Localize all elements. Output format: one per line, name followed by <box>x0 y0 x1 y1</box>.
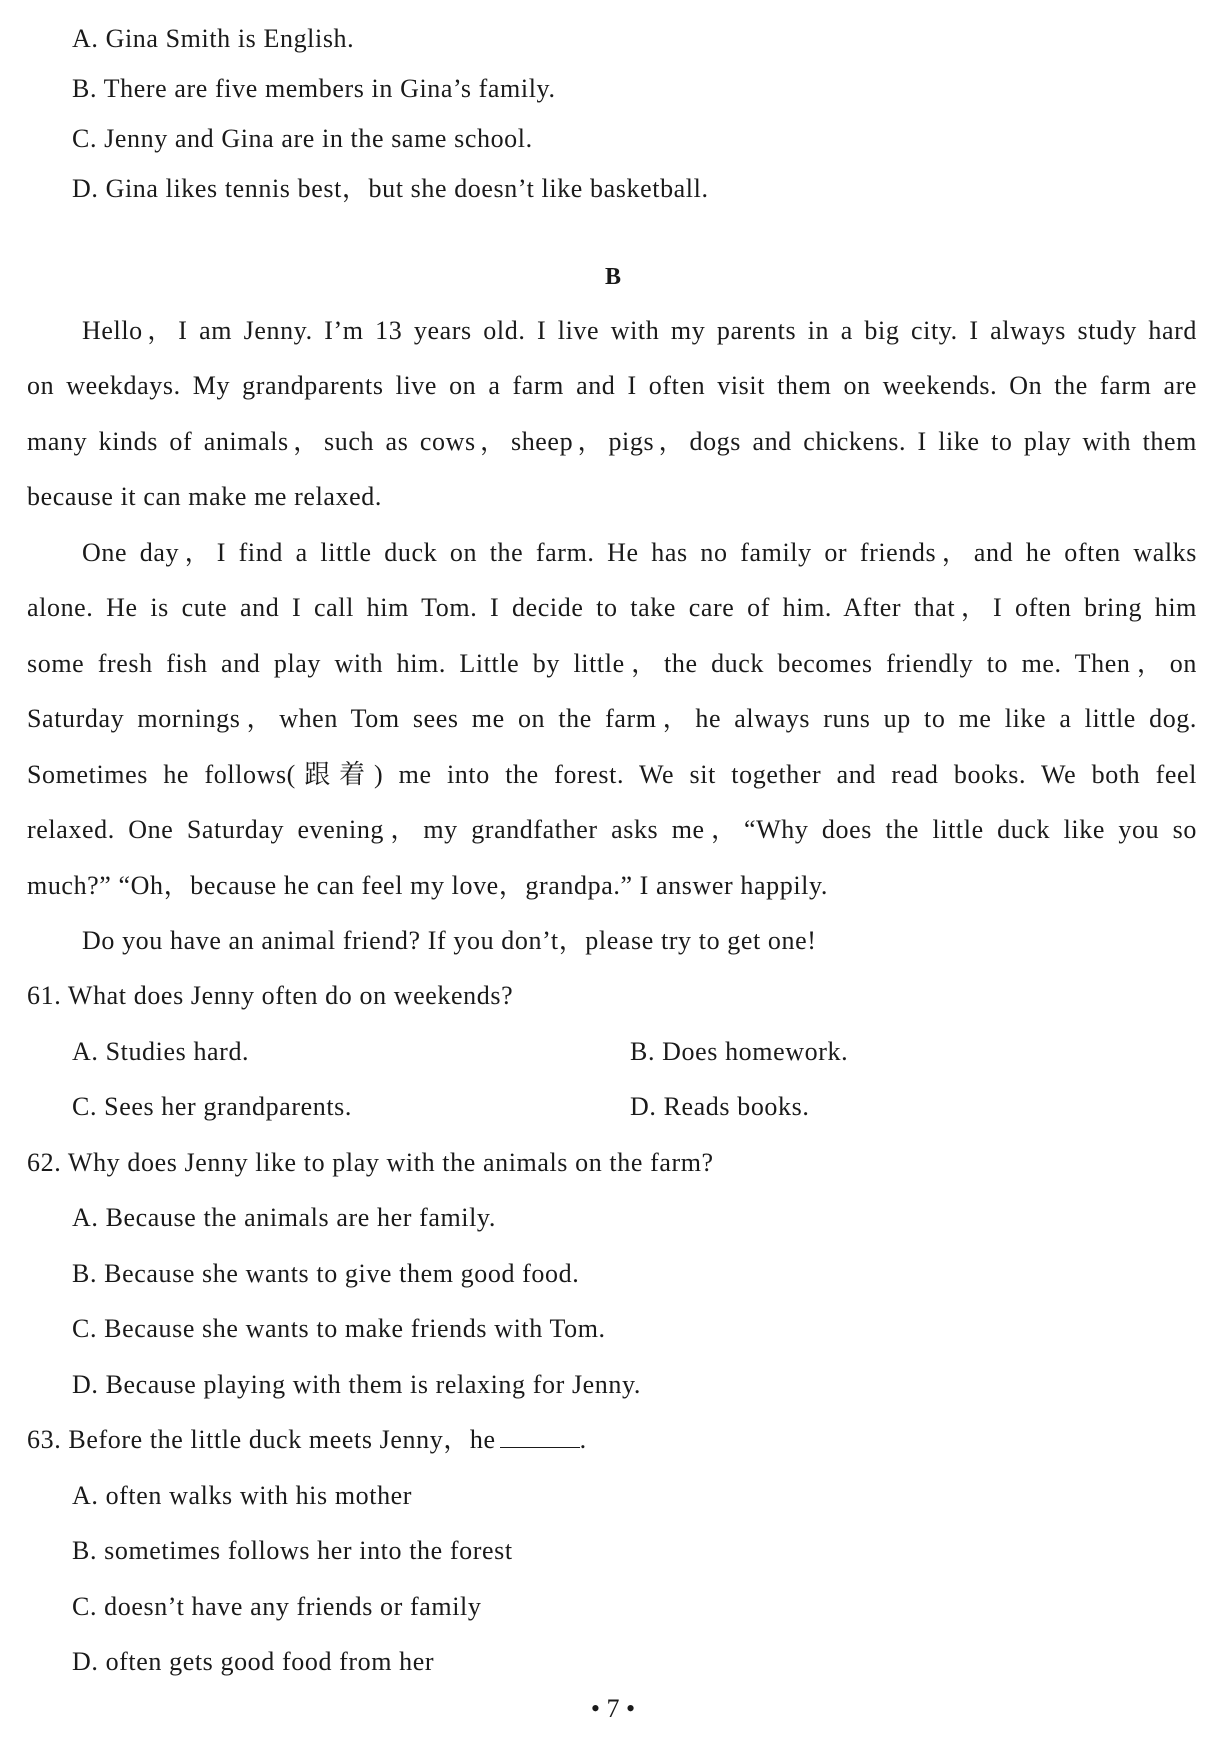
passage-p2-line5: Sometimes he follows(跟着) me into the forest. We sit together and read books. We both feel <box>27 760 1197 789</box>
passage-p2-line7: much?” “Oh，because he can feel my love，grandpa.” I answer happily. <box>27 871 828 900</box>
passage-p2-line2: alone. He is cute and I call him Tom. I decide to take care of him. After that，I often bring him <box>27 593 1197 622</box>
prev-option-a: A. Gina Smith is English. <box>72 24 355 53</box>
prev-option-b: B. There are five members in Gina’s family. <box>72 74 556 103</box>
question-63-stem <box>27 1425 587 1455</box>
question-62-option-b: B. Because she wants to give them good food. <box>72 1259 580 1288</box>
passage-p1-line4: because it can make me relaxed. <box>27 482 382 511</box>
question-63-option-c: C. doesn’t have any friends or family <box>72 1592 482 1621</box>
passage-p2-line6: relaxed. One Saturday evening，my grandfather asks me，“Why does the little duck like you so <box>27 815 1197 844</box>
answer-blank <box>500 1425 580 1448</box>
passage-p1-line2: on weekdays. My grandparents live on a farm and I often visit them on weekends. On the farm are <box>27 371 1197 400</box>
passage-p1-line3: many kinds of animals，such as cows，sheep，pigs，dogs and chickens. I like to play with them <box>27 427 1197 456</box>
passage-p2-line3: some fresh fish and play with him. Little by little，the duck becomes friendly to me. Then，on <box>27 649 1197 678</box>
prev-option-d: D. Gina likes tennis best，but she doesn’t like basketball. <box>72 174 709 203</box>
question-62-option-a: A. Because the animals are her family. <box>72 1203 496 1232</box>
page-number: • 7 • <box>590 1694 636 1723</box>
question-61-option-a: A. Studies hard. <box>72 1037 250 1066</box>
question-61-option-b: B. Does homework. <box>630 1037 849 1066</box>
question-63-stem-end: . <box>579 1425 587 1454</box>
question-62-option-d: D. Because playing with them is relaxing for Jenny. <box>72 1370 642 1399</box>
question-62-stem: 62. Why does Jenny like to play with the animals on the farm? <box>27 1148 714 1177</box>
question-63-stem-text: 63. Before the little duck meets Jenny，he <box>27 1425 496 1454</box>
passage-p3: Do you have an animal friend? If you don’t，please try to get one! <box>82 926 817 955</box>
question-61-option-d: D. Reads books. <box>630 1092 810 1121</box>
prev-option-c: C. Jenny and Gina are in the same school. <box>72 124 533 153</box>
question-63-option-a: A. often walks with his mother <box>72 1481 413 1510</box>
passage-p2-line4: Saturday mornings，when Tom sees me on the farm，he always runs up to me like a little dog. <box>27 704 1197 733</box>
question-61-stem: 61. What does Jenny often do on weekends? <box>27 981 514 1010</box>
section-title: B <box>604 264 621 290</box>
question-63-option-b: B. sometimes follows her into the forest <box>72 1536 513 1565</box>
passage-p2-line1: One day，I find a little duck on the farm. He has no family or friends，and he often walks <box>82 538 1197 567</box>
question-62-option-c: C. Because she wants to make friends with Tom. <box>72 1314 606 1343</box>
passage-p1-line1: Hello，I am Jenny. I’m 13 years old. I live with my parents in a big city. I always study hard <box>82 316 1197 345</box>
question-61-option-c: C. Sees her grandparents. <box>72 1092 352 1121</box>
question-63-option-d: D. often gets good food from her <box>72 1647 435 1676</box>
